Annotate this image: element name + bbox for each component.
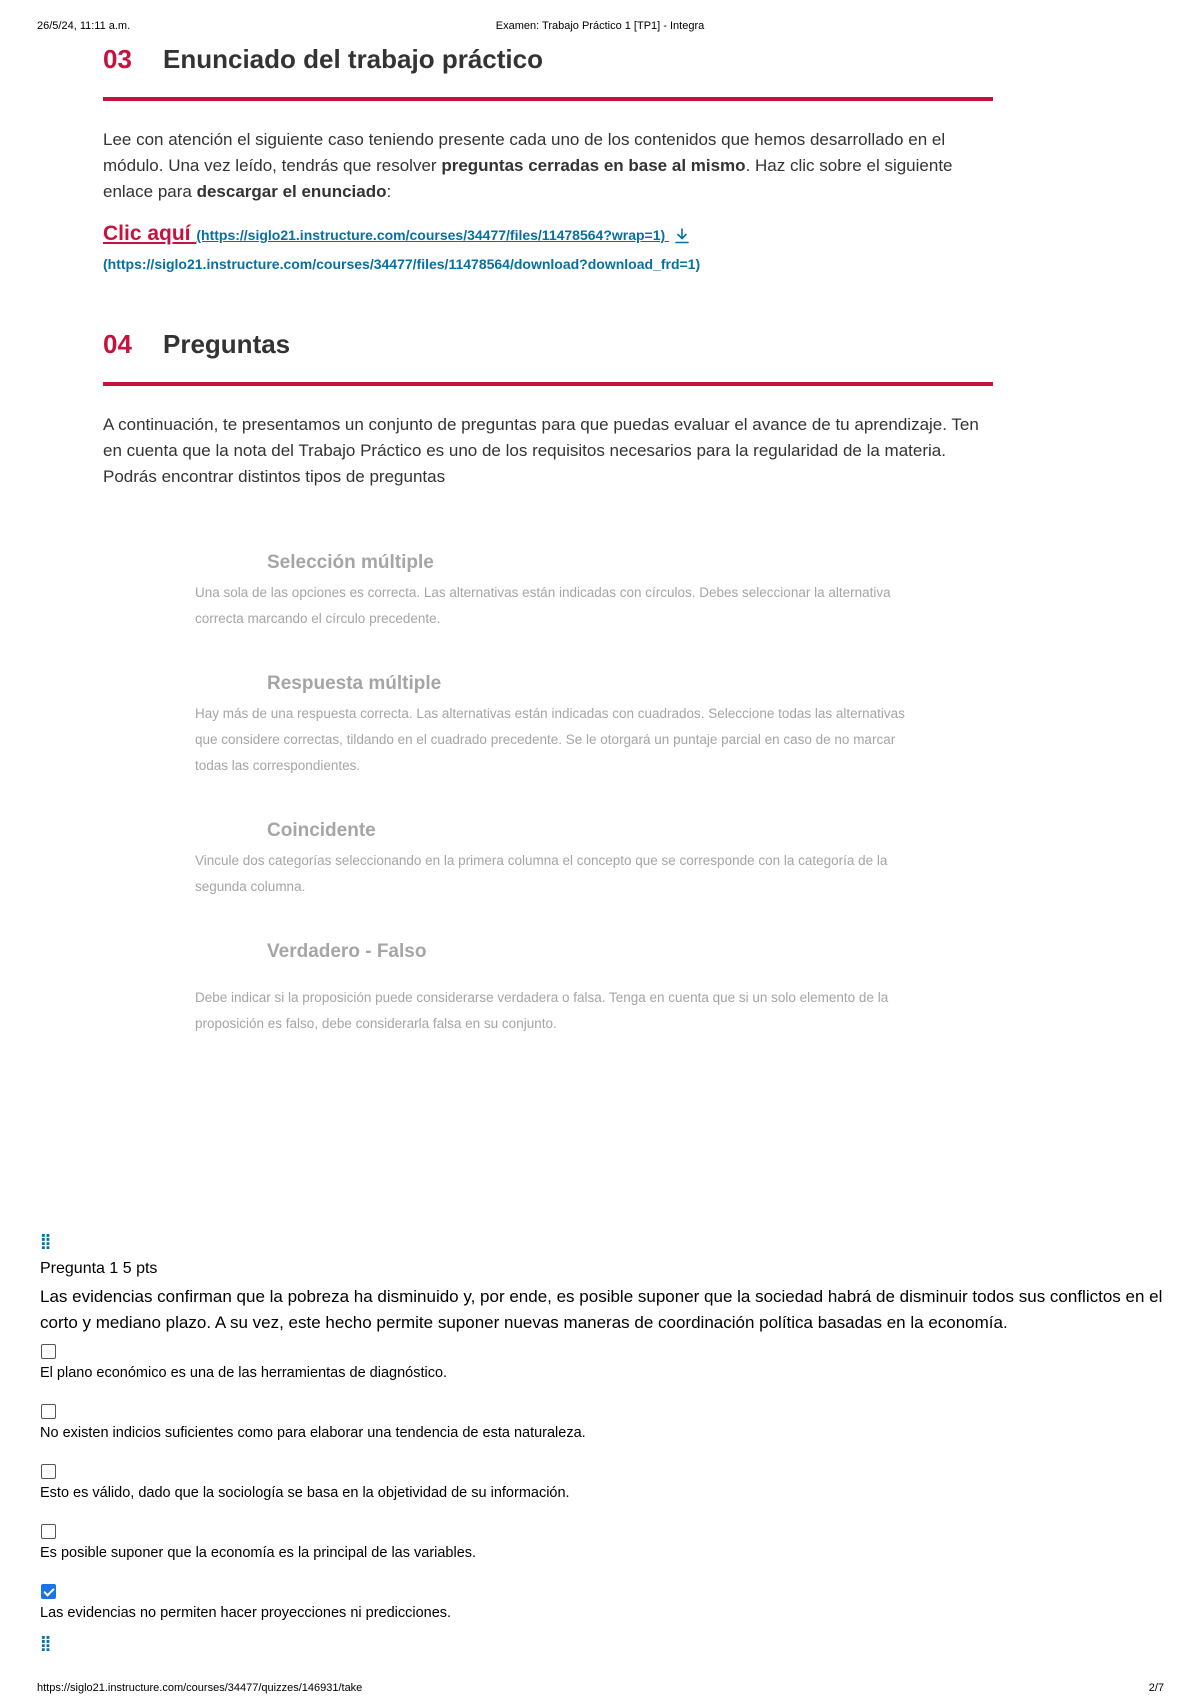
- question-header: Pregunta 1 5 pts: [40, 1260, 158, 1277]
- answer-label[interactable]: No existen indicios suficientes como para elaborar una tendencia de esta naturaleza.: [40, 1425, 586, 1441]
- type-title: Coincidente: [267, 820, 376, 841]
- enunciado-text-1: Lee con atención el siguiente caso teniendo presente cada uno de los contenidos que hemos desarrollado en el módulo. Una vez leído, tendrás que resolver: [103, 130, 946, 175]
- type-title: Respuesta múltiple: [267, 673, 442, 694]
- enunciado-bold-2: descargar el enunciado: [196, 182, 387, 201]
- type-description: Debe indicar si la proposición puede considerarse verdadera o falsa. Tenga en cuenta que si un solo elemento de la proposición es falso, debe considerarla falsa en su conjunto.: [195, 990, 889, 1031]
- answer-option: [40, 1404, 1140, 1441]
- clic-aqui-link[interactable]: Clic aquí: [103, 222, 197, 245]
- file-download-link[interactable]: (https://siglo21.instructure.com/courses/34477/files/11478564/download?download_frd=1): [103, 256, 701, 272]
- enunciado-text-3: :: [386, 182, 392, 201]
- print-url: https://siglo21.instructure.com/courses/34477/quizzes/146931/take: [37, 1682, 363, 1694]
- type-matching: [195, 820, 915, 900]
- answer-checkbox[interactable]: [41, 1524, 56, 1539]
- type-description: Hay más de una respuesta correcta. Las alternativas están indicadas con cuadrados. Seleccione todas las alternativas que considere correctas, tildando en el cuadrado precedente. Se le otorgará un puntaje parcial en caso de no marcar todas las correspondientes.: [195, 706, 905, 773]
- answer-option: [40, 1524, 1140, 1561]
- section-title: Preguntas: [163, 329, 291, 359]
- type-true-false: [195, 941, 915, 1037]
- answer-label[interactable]: Esto es válido, dado que la sociología se basa en la objetividad de su información.: [40, 1485, 570, 1501]
- drag-handle-icon[interactable]: ⁞⁞: [40, 1634, 50, 1656]
- download-icon[interactable]: [673, 227, 691, 245]
- answer-checkbox[interactable]: [41, 1404, 56, 1419]
- section-divider: [103, 97, 993, 101]
- answer-checkbox[interactable]: [41, 1344, 56, 1359]
- section-number: 03: [103, 44, 132, 74]
- section-enunciado: [103, 44, 993, 272]
- type-description: Vincule dos categorías seleccionando en la primera columna el concepto que se corresponde con la categoría de la segunda columna.: [195, 853, 888, 894]
- section-title: Enunciado del trabajo práctico: [163, 44, 543, 74]
- type-title: Selección múltiple: [267, 552, 434, 573]
- enunciado-bold-1: preguntas cerradas en base al mismo: [441, 156, 746, 175]
- enunciado-paragraph: [103, 127, 983, 205]
- download-url-row: [103, 256, 993, 272]
- type-description: Una sola de las opciones es correcta. Las alternativas están indicadas con círculos. Debes seleccionar la alternativa correcta marcando el círculo precedente.: [195, 585, 891, 626]
- print-datetime: 26/5/24, 11:11 a.m.: [37, 20, 131, 32]
- answer-label[interactable]: El plano económico es una de las herramientas de diagnóstico.: [40, 1365, 448, 1381]
- enunciado-text-2: . Haz clic sobre el siguiente enlace para: [103, 156, 953, 201]
- answer-option: [40, 1464, 1140, 1501]
- file-wrap-link[interactable]: (https://siglo21.instructure.com/courses/34477/files/11478564?wrap=1): [196, 227, 670, 243]
- section-preguntas: [103, 329, 993, 507]
- print-page-number: 2/7: [1148, 1682, 1164, 1694]
- section-number: 04: [103, 329, 132, 359]
- download-link-row: [103, 222, 993, 246]
- answer-option: [40, 1584, 1140, 1621]
- answer-checkbox[interactable]: [41, 1464, 56, 1479]
- preguntas-intro: A continuación, te presentamos un conjunto de preguntas para que puedas evaluar el avance de tu aprendizaje. Ten en cuenta que la nota del Trabajo Práctico es uno de los requisitos necesarios para la regularidad de la materia. Podrás encontrar distintos tipos de preguntas: [103, 415, 979, 486]
- print-page-title: Examen: Trabajo Práctico 1 [TP1] - Integra: [495, 20, 705, 32]
- answer-option: [40, 1344, 1140, 1381]
- drag-handle-icon[interactable]: ⁞⁞: [40, 1232, 50, 1254]
- answer-label[interactable]: Las evidencias no permiten hacer proyecciones ni predicciones.: [40, 1605, 452, 1621]
- section-heading: [103, 329, 993, 360]
- type-multiple-choice: [195, 552, 915, 632]
- answer-label[interactable]: Es posible suponer que la economía es la principal de las variables.: [40, 1545, 477, 1561]
- question-text: Las evidencias confirman que la pobreza ha disminuido y, por ende, es posible suponer que la sociedad habrá de disminuir todos sus conflictos en el corto y mediano plazo. A su vez, este hecho permite suponer nuevas maneras de coordinación política basadas en la economía.: [40, 1287, 1163, 1332]
- type-title: Verdadero - Falso: [267, 941, 427, 962]
- section-heading: [103, 44, 993, 75]
- section-divider: [103, 382, 993, 386]
- type-multiple-answer: [195, 673, 915, 779]
- answer-checkbox-checked[interactable]: [41, 1584, 56, 1599]
